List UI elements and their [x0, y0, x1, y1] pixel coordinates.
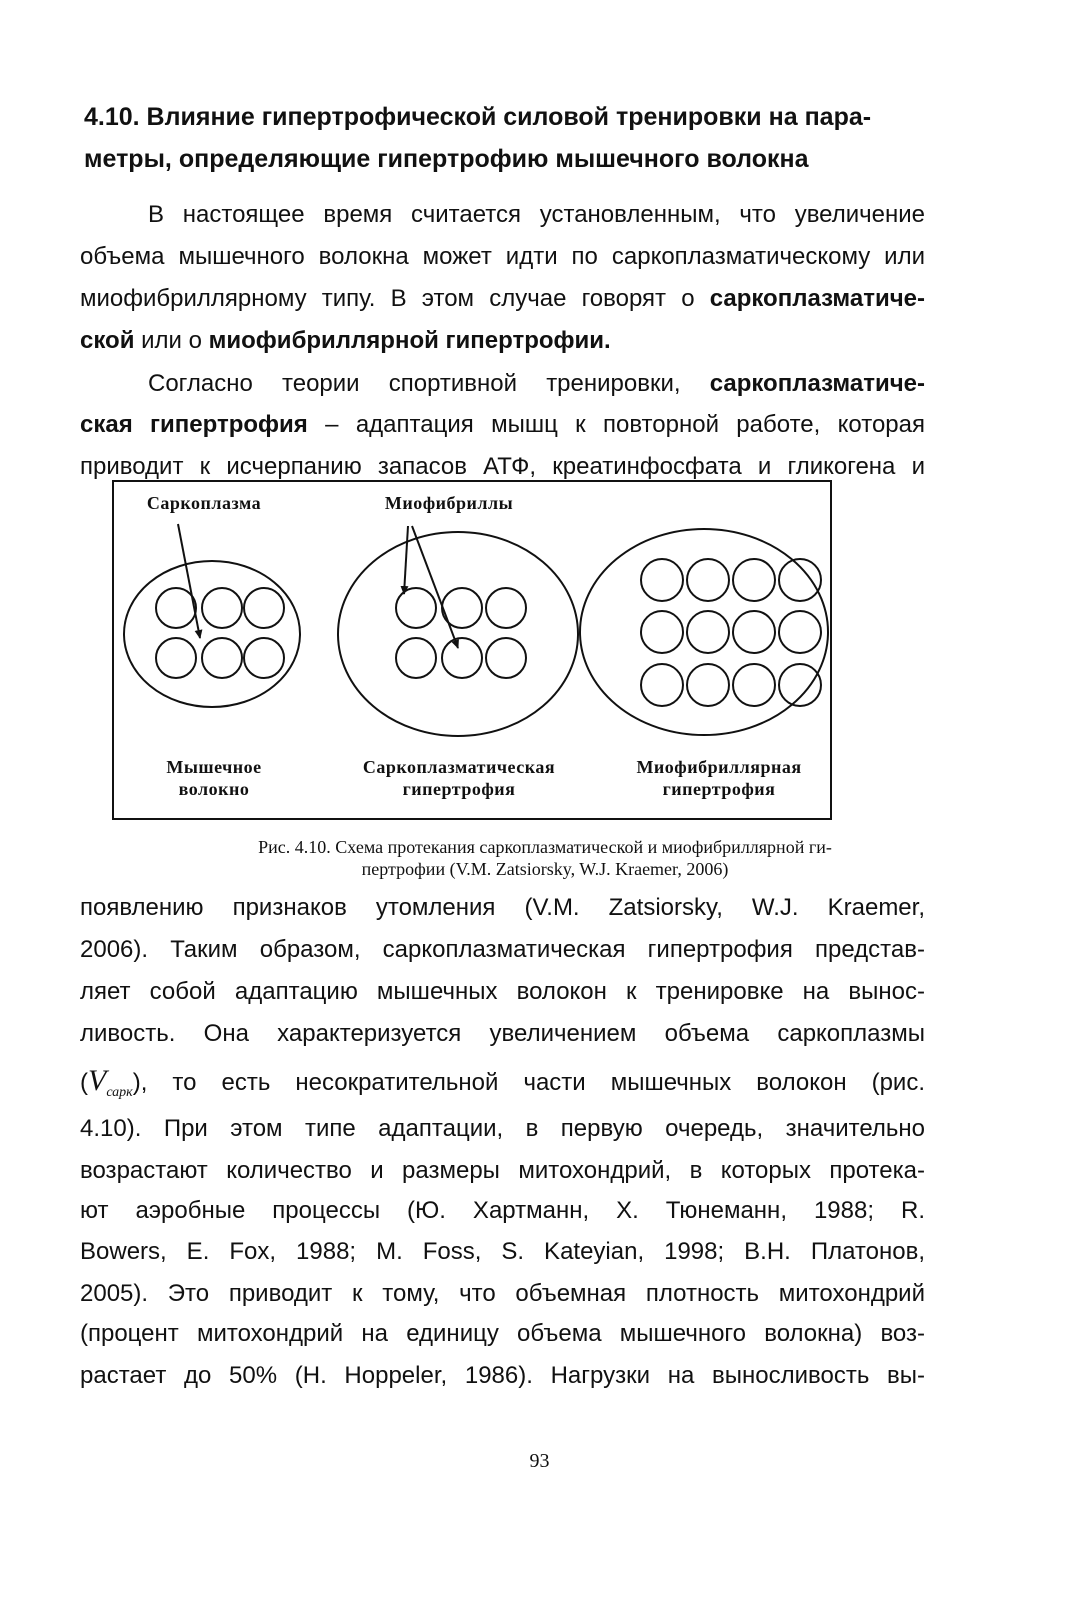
arrow-sarcoplasm: [178, 524, 200, 638]
volume-subscript: сарк: [106, 1084, 133, 1100]
paragraph-3-line-11: (процент митохондрий на единицу объема мышечного волокна) воз-: [80, 1320, 925, 1347]
volume-symbol: V: [88, 1064, 107, 1097]
paragraph-2-text: Согласно теории спортивной тренировки,: [148, 370, 710, 397]
muscle-fiber-ellipse: [124, 561, 300, 707]
myofibril: [244, 638, 284, 678]
term-sarcoplasmic-end: ской: [80, 327, 135, 354]
paragraph-1-line-4: [80, 326, 925, 356]
term-myofibrillar: миофибриллярной гипертрофии.: [208, 327, 611, 354]
myofibril: [202, 588, 242, 628]
myofibril: [687, 664, 729, 706]
paragraph-3-line-10: 2005). Это приводит к тому, что объемная плотность митохондрий: [80, 1280, 925, 1307]
paragraph-3-line-2: 2006). Таким образом, саркоплазматическая гипертрофия представ-: [80, 936, 925, 963]
label-myofibrils: Миофибриллы: [384, 493, 514, 513]
label-sarc-l2: гипертрофия: [402, 779, 516, 799]
myofibril: [156, 638, 196, 678]
paragraph-1-text: миофибриллярному типу. В этом случае говорят о: [80, 285, 710, 312]
sarcoplasmic-fiber-ellipse: [338, 532, 578, 736]
paragraph-2-text-2: – адаптация мышц к повторной работе, которая: [307, 411, 925, 438]
paragraph-3-line-4: ливость. Она характеризуется увеличением объема саркоплазмы: [80, 1020, 925, 1047]
arrow-myofibril-1: [404, 526, 408, 594]
label-sarcoplasm: Саркоплазма: [146, 493, 262, 513]
paragraph-3-text-5: ), то есть несократительной части мышечных волокон (рис.: [132, 1069, 925, 1096]
myofibril: [486, 588, 526, 628]
myofibril: [156, 588, 196, 628]
label-sarcoplasmic-hypertrophy: [329, 756, 589, 800]
paragraph-3-line-12: растает до 50% (H. Hoppeler, 1986). Нагрузки на выносливость вы-: [80, 1362, 925, 1389]
label-muscle-fiber: [134, 756, 294, 800]
section-heading: [84, 96, 964, 180]
caption-line-2: пертрофии (V.M. Zatsiorsky, W.J. Kraemer, 2006): [361, 859, 729, 879]
term-sarcoplasmic-hypertrophy: ская гипертрофия: [80, 411, 308, 438]
myofibril: [442, 638, 482, 678]
paragraph-2-line-3: приводит к исчерпанию запасов АТФ, креатинфосфата и гликогена и: [80, 453, 925, 480]
label-myo-l1: Миофибриллярная: [636, 757, 802, 777]
paragraph-1-line-3: [80, 284, 925, 314]
page-number: 93: [529, 1450, 550, 1472]
figure-4-10: [112, 480, 832, 820]
paragraph-3-line-3: ляет собой адаптацию мышечных волокон к тренировке на вынос-: [80, 978, 925, 1005]
paragraph-3-line-5: [80, 1066, 925, 1108]
label-muscle-fiber-l1: Мышечное: [166, 757, 262, 777]
term-sarcoplasmic: саркоплазматиче-: [709, 285, 925, 312]
myofibril: [733, 611, 775, 653]
myofibril: [733, 664, 775, 706]
label-myofibrillar-hypertrophy: [609, 756, 829, 800]
myofibril: [687, 611, 729, 653]
paragraph-2-line-2: [80, 410, 925, 440]
myofibril: [641, 611, 683, 653]
caption-line-1: Рис. 4.10. Схема протекания саркоплазматической и миофибриллярной ги-: [258, 837, 832, 857]
heading-line-2: метры, определяющие гипертрофию мышечного волокна: [84, 145, 809, 173]
paragraph-3-line-9: Bowers, E. Fox, 1988; M. Foss, S. Kateyian, 1998; В.Н. Платонов,: [80, 1238, 925, 1265]
paragraph-3-line-1: появлению признаков утомления (V.M. Zatsiorsky, W.J. Kraemer,: [80, 894, 925, 921]
myofibril: [733, 559, 775, 601]
paragraph-3-line-6: 4.10). При этом типе адаптации, в первую очередь, значительно: [80, 1115, 925, 1142]
label-sarc-l1: Саркоплазматическая: [362, 757, 556, 777]
paren-open: (: [80, 1069, 88, 1096]
paragraph-3-line-8: ют аэробные процессы (Ю. Хартманн, Х. Тюнеманн, 1988; R.: [80, 1197, 925, 1224]
myofibril: [779, 664, 821, 706]
term-sarcoplasmic-2: саркоплазматиче-: [709, 370, 925, 397]
paragraph-1-text-2: или о: [134, 327, 209, 354]
label-muscle-fiber-l2: волокно: [178, 779, 250, 799]
myofibril: [396, 638, 436, 678]
myofibril: [687, 559, 729, 601]
myofibril: [779, 611, 821, 653]
paragraph-1-line-2: объема мышечного волокна может идти по саркоплазматическому или: [80, 243, 925, 270]
myofibril: [396, 588, 436, 628]
paragraph-1-line-1: В настоящее время считается установленным, что увеличение: [148, 201, 925, 228]
myofibril: [641, 559, 683, 601]
paragraph-3-line-7: возрастают количество и размеры митохондрий, в которых протека-: [80, 1157, 925, 1184]
label-myo-l2: гипертрофия: [662, 779, 776, 799]
myofibril: [779, 559, 821, 601]
figure-caption: [230, 836, 860, 880]
myofibril: [641, 664, 683, 706]
arrow-myofibril-2: [412, 526, 458, 648]
myofibril: [486, 638, 526, 678]
myofibril: [202, 638, 242, 678]
myofibril: [244, 588, 284, 628]
paragraph-2-line-1: [148, 369, 925, 399]
heading-line-1: 4.10. Влияние гипертрофической силовой тренировки на пара-: [84, 103, 872, 131]
